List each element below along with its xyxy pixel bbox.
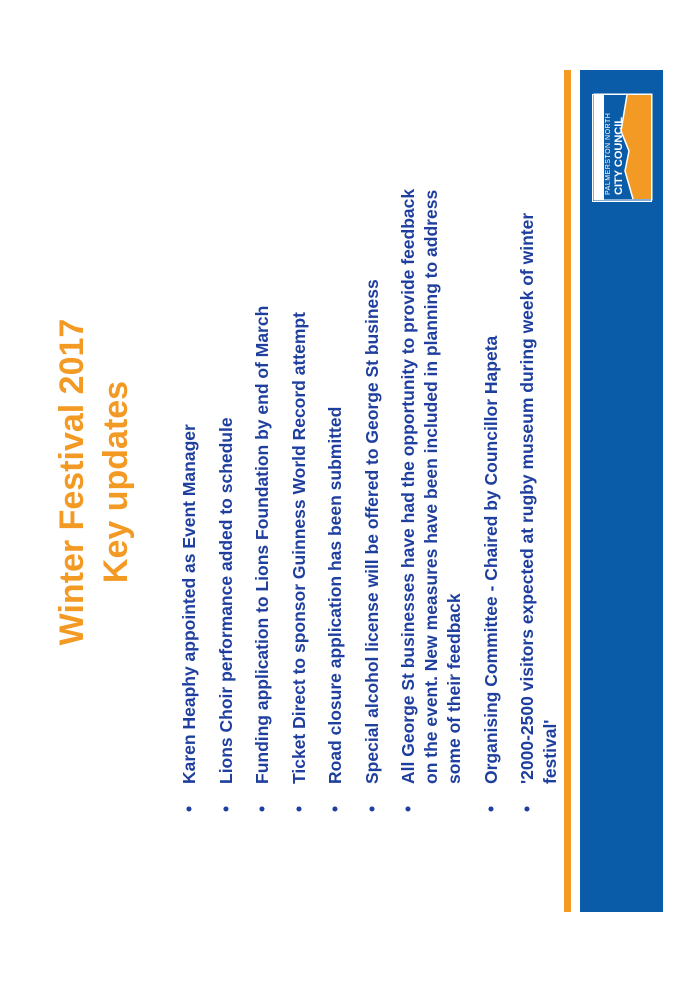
bullet-dot: • [398,805,418,812]
bullet-item: • Funding application to Lions Foundation by end of March [252,305,272,812]
bullet-dot: • [288,805,309,812]
bullet-item: • Organising Committee - Chaired by Councillor Hapeta [480,335,501,812]
title-line-2: Key updates [97,380,135,584]
bullet-dot: • [215,805,236,812]
bullet-item: • Ticket Direct to sponsor Guinness World Record attempt [288,312,309,812]
bullet-dot: • [325,805,345,812]
accent-divider [564,70,571,912]
bullet-list [178,172,576,812]
title-line-1: Winter Festival 2017 [53,318,91,646]
council-logo [592,94,652,202]
bullet-item: • Lions Choir performance added to schedule [215,417,236,812]
bullet-dot: • [480,805,501,812]
bullet-dot: • [361,805,382,812]
bullet-item: • Road closure application has been submitted [325,406,345,812]
bullet-dot: • [517,805,537,812]
bullet-item: • Karen Heaphy appointed as Event Manager [179,424,199,812]
logo-text-main: CITY COUNCIL [613,116,625,195]
bullet-dot: • [179,805,199,812]
bullet-item: • All George St businesses have had the opportunity to provide feedback on the event. New measures have been included in planning to address some of their feedback [398,188,464,812]
slide-title [50,202,138,762]
bullet-dot: • [252,805,272,812]
bullet-item: • '2000-2500 visitors expected at rugby museum during week of winter festival' [517,212,560,812]
bullet-item: • Special alcohol license will be offered to George St business [361,279,382,812]
logo-text-top: PALMERSTON NORTH [605,112,612,195]
